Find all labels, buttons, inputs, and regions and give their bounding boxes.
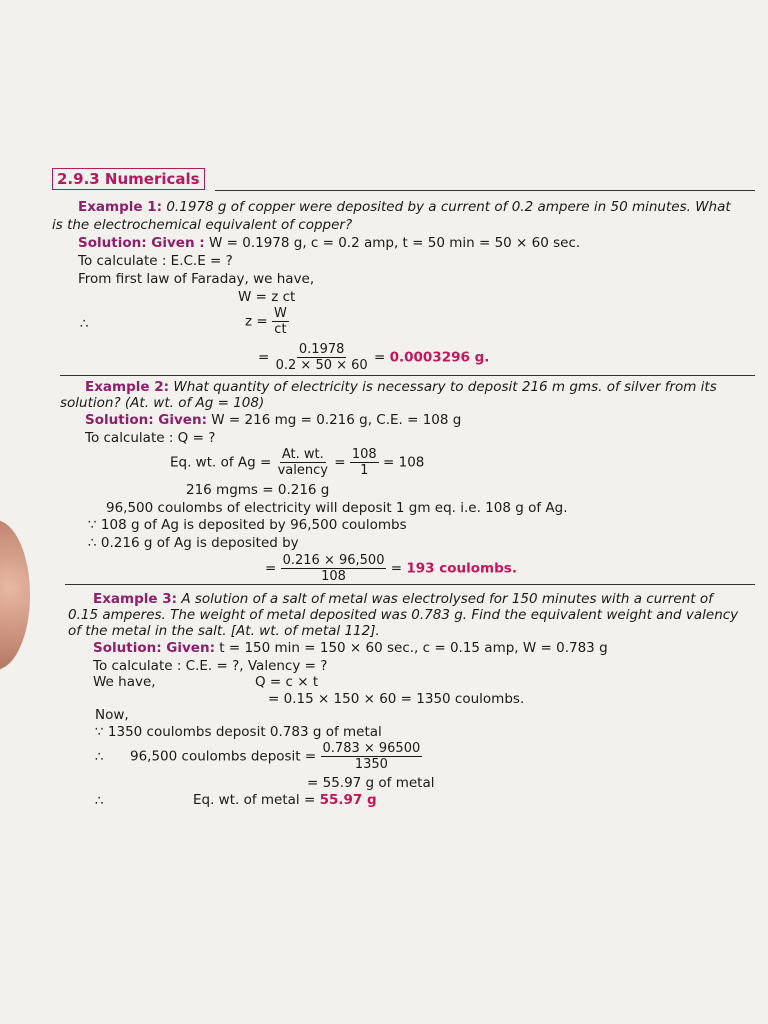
- fraction-w-ct: $\frac{W}{ct}$: [274, 306, 287, 337]
- example-3-calc: To calculate : C.E. = ?, Valency = ?: [93, 658, 328, 674]
- example-3-we-have: We have,: [93, 674, 156, 690]
- fraction-108-1: $\frac{108}{1}$: [351, 447, 377, 478]
- example-3-q-eq: Q = c × t: [255, 674, 319, 690]
- example-2-mgms: 216 mgms = 0.216 g: [186, 482, 330, 498]
- fraction-atwt-valency: $\frac{At. wt.}{\text{valency}}$: [277, 447, 328, 478]
- example-3-label: Example 3:: [93, 591, 178, 607]
- example-2-answer: 193 coulombs.: [406, 560, 517, 577]
- fraction-example-1: $\frac{0.1978}{0.2 \times 50 \times 60}$: [275, 342, 368, 373]
- example-2-line-1: 96,500 coulombs of electricity will deposit 1 gm eq. i.e. 108 g of Ag.: [106, 500, 568, 516]
- divider-2: [65, 584, 755, 585]
- example-3-given: Solution: Given: t = 150 min = 150 × 60 sec., c = 0.15 amp, W = 0.783 g: [93, 640, 608, 656]
- example-2-result: = $\frac{0.216 \times 96,500}{108}$ = 193 coulombs.: [265, 553, 517, 584]
- therefore-symbol: ∴: [88, 535, 97, 551]
- example-2-question-line-1: Example 2: What quantity of electricity is necessary to deposit 216 m gms. of silver from its: [85, 379, 717, 395]
- example-3-question-line-3: of the metal in the salt. [At. wt. of metal 112].: [68, 623, 380, 639]
- heading-rule: [215, 190, 755, 191]
- example-1-law: From first law of Faraday, we have,: [78, 271, 315, 287]
- fraction-example-3: $\frac{0.783 \times 96500}{1350}$: [322, 741, 421, 772]
- example-1-calc: To calculate : E.C.E = ?: [78, 253, 233, 269]
- example-1-z-eq: z = $\frac{W}{ct}$: [245, 306, 287, 337]
- example-3-question-line-2: 0.15 amperes. The weight of metal deposited was 0.783 g. Find the equivalent weight and valency: [68, 607, 739, 623]
- example-1-eq1: W = z ct: [238, 289, 296, 305]
- example-2-eqwt: Eq. wt. of Ag = $\frac{At. wt.}{\text{valency}}$ = $\frac{108}{1}$ = 108: [170, 447, 425, 478]
- example-1-label: Example 1:: [78, 199, 163, 215]
- example-2-line-2: ∵ 108 g of Ag is deposited by 96,500 coulombs: [88, 517, 407, 533]
- example-1-question-line-1: Example 1: 0.1978 g of copper were deposited by a current of 0.2 ampere in 50 minutes. What: [78, 199, 731, 215]
- thumb-photo: [0, 520, 30, 670]
- therefore-symbol: ∴: [95, 793, 104, 809]
- example-1-given: Solution: Given : W = 0.1978 g, c = 0.2 amp, t = 50 min = 50 × 60 sec.: [78, 235, 581, 251]
- example-1-answer: 0.0003296 g.: [389, 349, 490, 366]
- example-2-given: Solution: Given: W = 216 mg = 0.216 g, C.E. = 108 g: [85, 412, 462, 428]
- example-1-question-line-2: is the electrochemical equivalent of copper?: [52, 217, 353, 233]
- example-3-eqwt: Eq. wt. of metal = 55.97 g: [193, 792, 377, 808]
- example-2-line-3: ∴ 0.216 g of Ag is deposited by: [88, 535, 299, 551]
- example-3-question-line-1: Example 3: A solution of a salt of metal was electrolysed for 150 minutes with a current of: [93, 591, 713, 607]
- because-symbol: ∵: [88, 517, 97, 533]
- example-2-question-line-2: solution? (At. wt. of Ag = 108): [60, 395, 265, 411]
- example-3-q-val: = 0.15 × 150 × 60 = 1350 coulombs.: [268, 691, 525, 707]
- section-heading: 2.9.3 Numericals: [52, 168, 205, 190]
- example-3-now: Now,: [95, 707, 129, 723]
- example-2-label: Example 2:: [85, 379, 170, 395]
- example-2-calc: To calculate : Q = ?: [85, 430, 216, 446]
- therefore-symbol: ∴: [80, 316, 89, 332]
- because-symbol: ∵: [95, 724, 104, 740]
- therefore-symbol: ∴: [95, 749, 104, 765]
- example-1-result: = $\frac{0.1978}{0.2 \times 50 \times 60}$ = 0.0003296 g.: [258, 342, 490, 373]
- example-3-line-2: 96,500 coulombs deposit = $\frac{0.783 \times 96500}{1350}$: [130, 741, 421, 772]
- divider-1: [60, 375, 755, 376]
- example-3-result: = 55.97 g of metal: [307, 775, 435, 791]
- fraction-example-2: $\frac{0.216 \times 96,500}{108}$: [282, 553, 385, 584]
- example-3-answer: 55.97 g: [319, 792, 377, 808]
- example-3-line-1: ∵ 1350 coulombs deposit 0.783 g of metal: [95, 724, 382, 740]
